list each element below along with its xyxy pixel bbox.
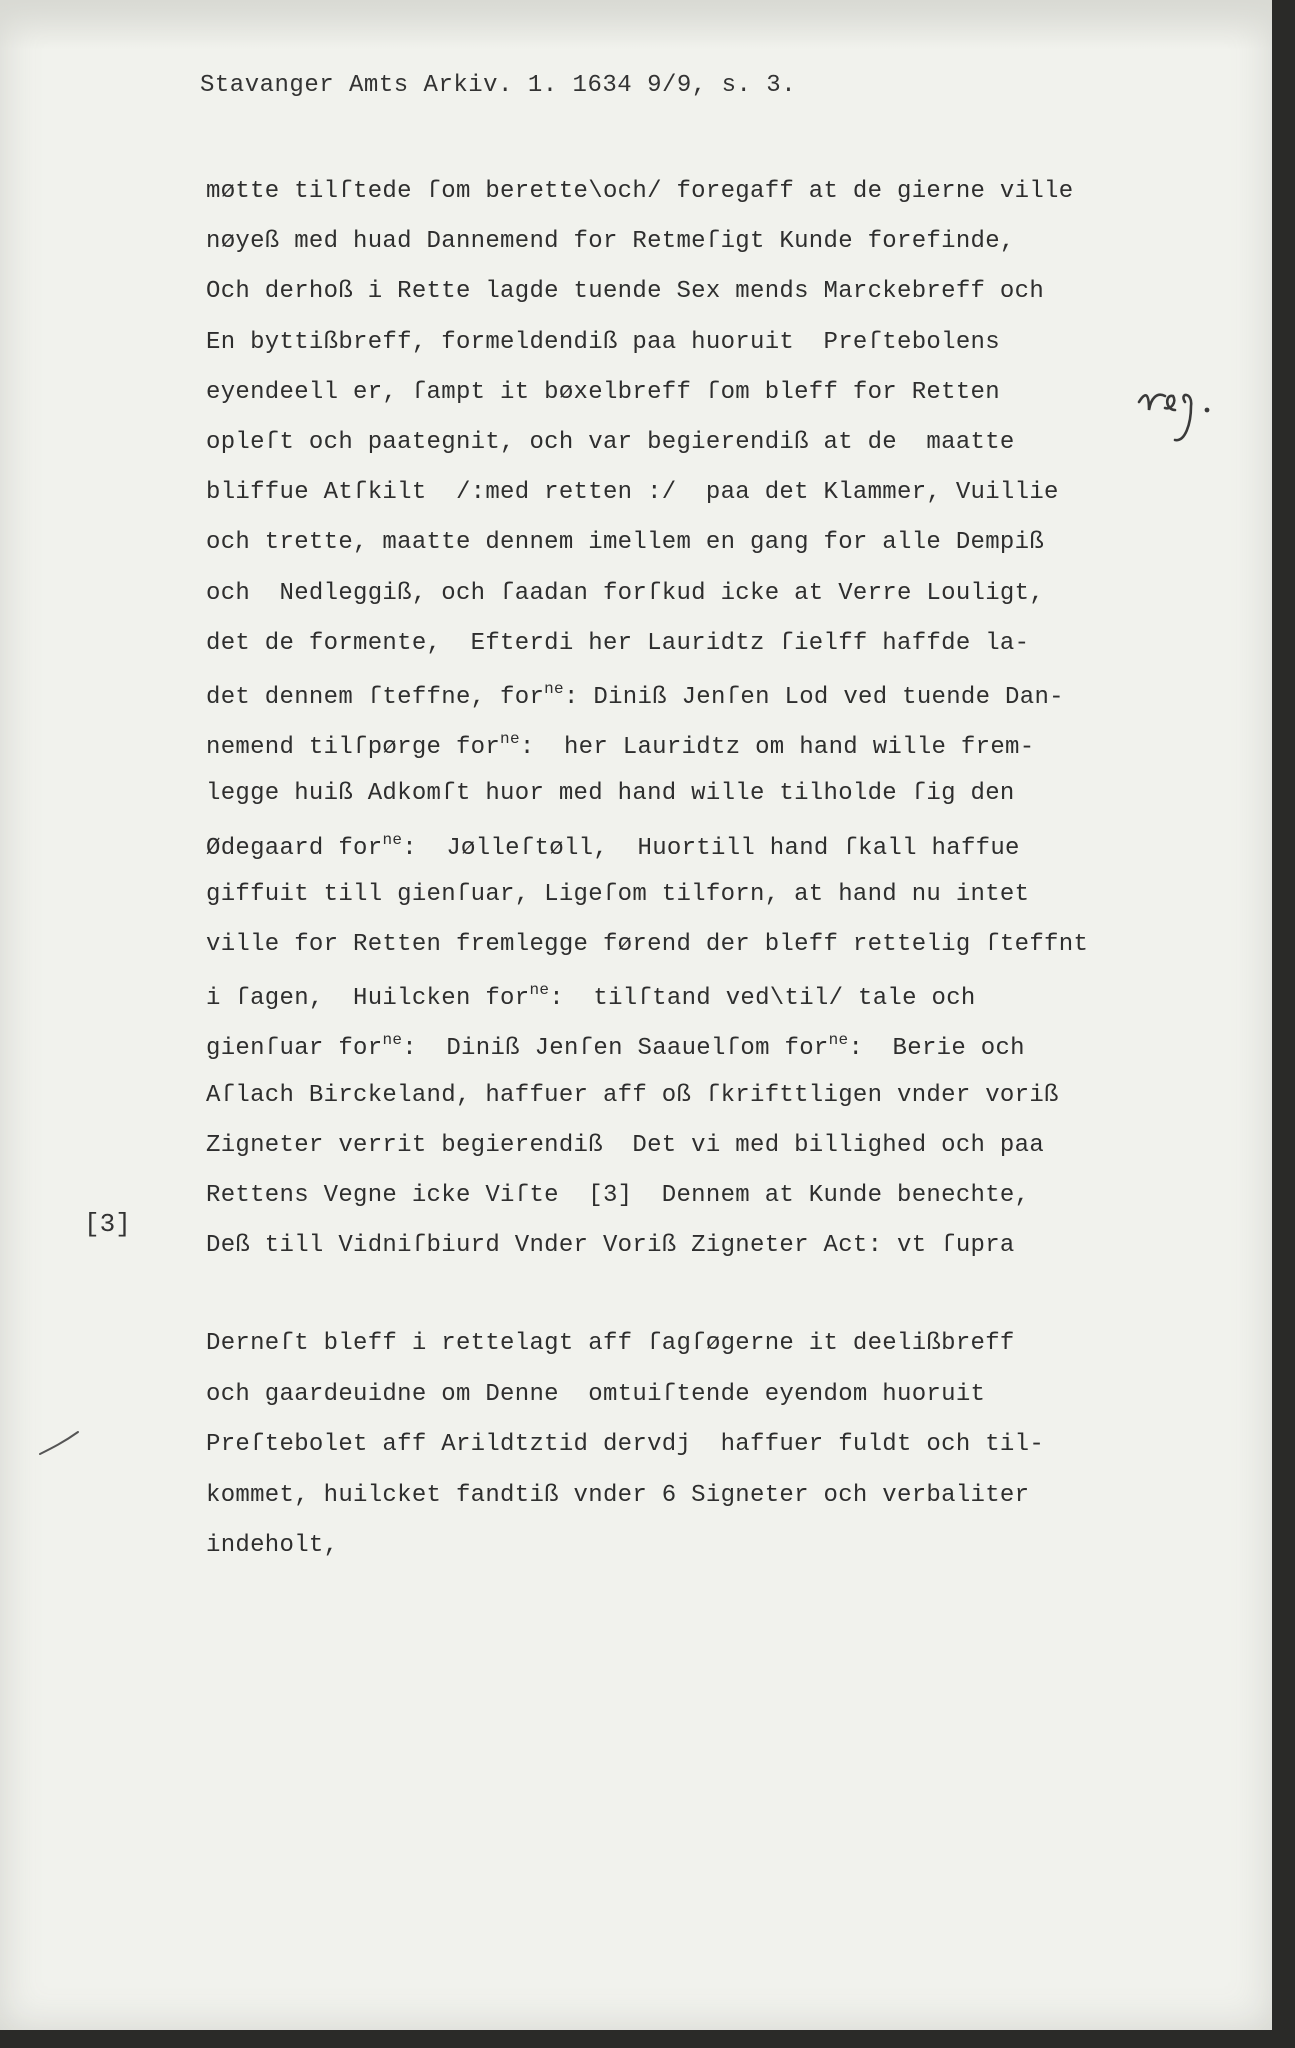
- line-segment: gienſuar for: [206, 1035, 383, 1063]
- line-segment: i ſagen, Huilcken for: [206, 985, 530, 1013]
- line-segment: indeholt,: [206, 1532, 339, 1559]
- text-line: [206, 680, 1064, 711]
- text-line: [206, 429, 1015, 456]
- text-line: [206, 1132, 1044, 1159]
- line-segment: Zigneter verrit begierendiß Det vi med billighed och paa: [206, 1131, 1045, 1159]
- line-segment: : Diniß Jenſen Lod ved tuende Dan-: [563, 684, 1064, 711]
- line-segment: nøyeß med huad Dannemend for Retmeſigt Kunde forefinde,: [206, 228, 1015, 256]
- line-segment: En byttißbreff, formeldendiß paa huoruit Preſtebolens: [206, 328, 1000, 356]
- line-segment: det dennem ſteffne, for: [206, 684, 545, 711]
- line-segment: : Diniß Jenſen Saauelſom for: [402, 1035, 829, 1063]
- line-segment: : tilſtand ved\til/ tale och: [549, 985, 976, 1013]
- superscript: ne: [500, 730, 520, 749]
- text-line: [206, 1330, 1015, 1357]
- line-segment: : Berie och: [848, 1035, 1025, 1063]
- text-line: [206, 228, 1015, 255]
- text-line: [206, 379, 1000, 406]
- text-line: [206, 529, 1044, 556]
- margin-pencil-mark: [38, 1430, 82, 1458]
- text-line: [206, 831, 1020, 862]
- text-line: [206, 780, 1015, 807]
- svg-text:reg.: reg.: [1135, 380, 1138, 381]
- line-segment: ville for Retten fremlegge førend der bleff rettelig ſteffnt: [206, 931, 1089, 958]
- text-line: [206, 1031, 1025, 1062]
- text-line: [206, 630, 1029, 657]
- handwritten-reg-annotation: [1135, 380, 1225, 450]
- text-line: [206, 730, 1034, 761]
- line-segment: møtte tilſtede ſom berette\och/ foregaff at de gierne ville: [206, 178, 1074, 205]
- text-line: [206, 1381, 985, 1408]
- line-segment: Deß till Vidniſbiurd Vnder Voriß Zigneter Act: vt ſupra: [206, 1232, 1015, 1260]
- line-segment: eyendeell er, ſampt it bøxelbreff ſom bleff for Retten: [206, 378, 1000, 406]
- margin-page-marker: [3]: [84, 1209, 131, 1239]
- line-segment: och gaardeuidne om Denne omtuiſtende eyendom huoruit: [206, 1380, 986, 1408]
- line-segment: Rettens Vegne icke Viſte [3] Dennem at Kunde benechte,: [206, 1182, 1030, 1209]
- line-segment: Preſtebolet aff Arildtztid dervdj haffuer fuldt och til-: [206, 1431, 1045, 1458]
- text-line: [206, 278, 1044, 305]
- superscript: ne: [544, 680, 564, 698]
- line-segment: legge huiß Adkomſt huor med hand wille tilholde ſig den: [206, 780, 1015, 808]
- line-segment: och trette, maatte dennem imellem en gang for alle Dempiß: [206, 529, 1045, 557]
- line-segment: : Jølleſtøll, Huortill hand ſkall haffue: [402, 834, 1020, 862]
- superscript: ne: [828, 1031, 849, 1050]
- line-segment: bliffue Atſkilt /:med retten :/ paa det Klammer, Vuillie: [206, 479, 1059, 507]
- superscript: ne: [382, 1031, 403, 1050]
- text-line: [206, 931, 1088, 958]
- superscript: ne: [382, 830, 403, 849]
- line-segment: det de formente, Efterdi her Lauridtz ſielff haffde la-: [206, 629, 1030, 657]
- text-line: [206, 1182, 1029, 1209]
- line-segment: Ødegaard for: [206, 834, 383, 862]
- line-segment: opleſt och paategnit, och var begierendiß at de maatte: [206, 429, 1015, 456]
- line-segment: och Nedleggiß, och ſaadan forſkud icke at Verre Louligt,: [206, 579, 1045, 607]
- text-line: [206, 1232, 1015, 1259]
- text-line: [206, 981, 976, 1012]
- text-line: [206, 1532, 338, 1559]
- line-segment: Derneſt bleff i rettelagt aff ſagſøgerne it deelißbreff: [206, 1330, 1015, 1357]
- text-line: [206, 178, 1073, 205]
- line-segment: : her Lauridtz om hand wille frem-: [519, 734, 1035, 762]
- superscript: ne: [529, 981, 550, 1000]
- line-segment: giffuit till gienſuar, Ligeſom tilforn, at hand nu intet: [206, 880, 1030, 908]
- text-line: [206, 580, 1044, 607]
- text-line: [206, 1482, 1029, 1509]
- text-line: [206, 881, 1029, 908]
- archive-header: Stavanger Amts Arkiv. 1. 1634 9/9, s. 3.: [200, 72, 797, 99]
- text-line: [206, 479, 1059, 506]
- text-line: [206, 1431, 1044, 1458]
- line-segment: nemend tilſpørge for: [206, 734, 501, 762]
- line-segment: Aſlach Birckeland, haffuer aff oß ſkrifttligen vnder voriß: [206, 1081, 1059, 1109]
- line-segment: kommet, huilcket fandtiß vnder 6 Signeter och verbaliter: [206, 1481, 1030, 1509]
- text-line: [206, 329, 1000, 356]
- line-segment: Och derhoß i Rette lagde tuende Sex mends Marckebreff och: [206, 278, 1045, 306]
- text-line: [206, 1082, 1059, 1109]
